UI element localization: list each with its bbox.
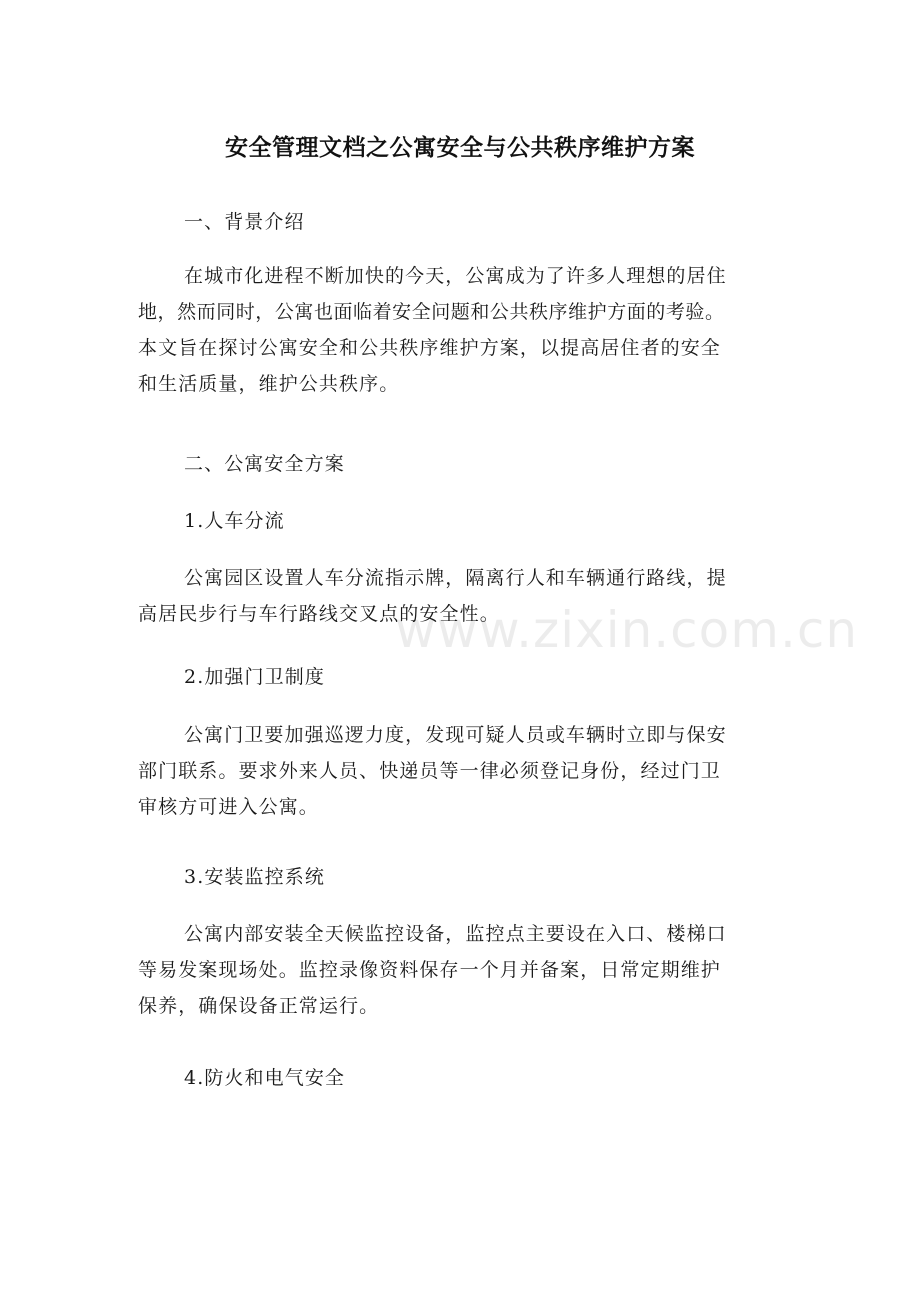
paragraph-line: 保养，确保设备正常运行。 (138, 995, 380, 1017)
paragraph-line: 部门联系。要求外来人员、快递员等一律必须登记身份，经过门卫 (138, 760, 721, 782)
section-1-heading (138, 204, 778, 240)
paragraph-line: 公寓内部安装全天候监控设备，监控点主要设在入口、楼梯口 (184, 923, 727, 945)
heading-text: 1.人车分流 (184, 510, 285, 532)
section-2-heading (138, 446, 778, 482)
item-4-heading (138, 1060, 778, 1096)
item-1-paragraph (138, 560, 778, 632)
paragraph-line: 和生活质量，维护公共秩序。 (138, 373, 400, 395)
paragraph-line: 在城市化进程不断加快的今天，公寓成为了许多人理想的居住 (184, 265, 727, 287)
section-1-paragraph (138, 258, 778, 402)
item-1-heading (138, 503, 778, 539)
item-2-paragraph (138, 717, 778, 825)
paragraph-line: 本文旨在探讨公寓安全和公共秩序维护方案，以提高居住者的安全 (138, 337, 721, 359)
document-title: 安全管理文档之公寓安全与公共秩序维护方案 (225, 135, 695, 161)
heading-text: 一、背景介绍 (184, 211, 305, 233)
paragraph-line: 等易发案现场处。监控录像资料保存一个月并备案，日常定期维护 (138, 959, 721, 981)
paragraph-line: 高居民步行与车行路线交叉点的安全性。 (138, 603, 500, 625)
item-3-heading (138, 859, 778, 895)
heading-text: 二、公寓安全方案 (184, 453, 345, 475)
heading-text: 3.安装监控系统 (184, 866, 325, 888)
heading-text: 4.防火和电气安全 (184, 1067, 346, 1089)
heading-text: 2.加强门卫制度 (184, 666, 325, 688)
paragraph-line: 地，然而同时，公寓也面临着安全问题和公共秩序维护方面的考验。 (138, 301, 725, 323)
item-3-paragraph (138, 916, 778, 1024)
paragraph-line: 审核方可进入公寓。 (138, 796, 319, 818)
item-2-heading (138, 659, 778, 695)
paragraph-line: 公寓门卫要加强巡逻力度，发现可疑人员或车辆时立即与保安 (184, 724, 727, 746)
paragraph-line: 公寓园区设置人车分流指示牌，隔离行人和车辆通行路线，提 (184, 567, 727, 589)
watermark: www.zixin.com.cn (395, 601, 859, 659)
